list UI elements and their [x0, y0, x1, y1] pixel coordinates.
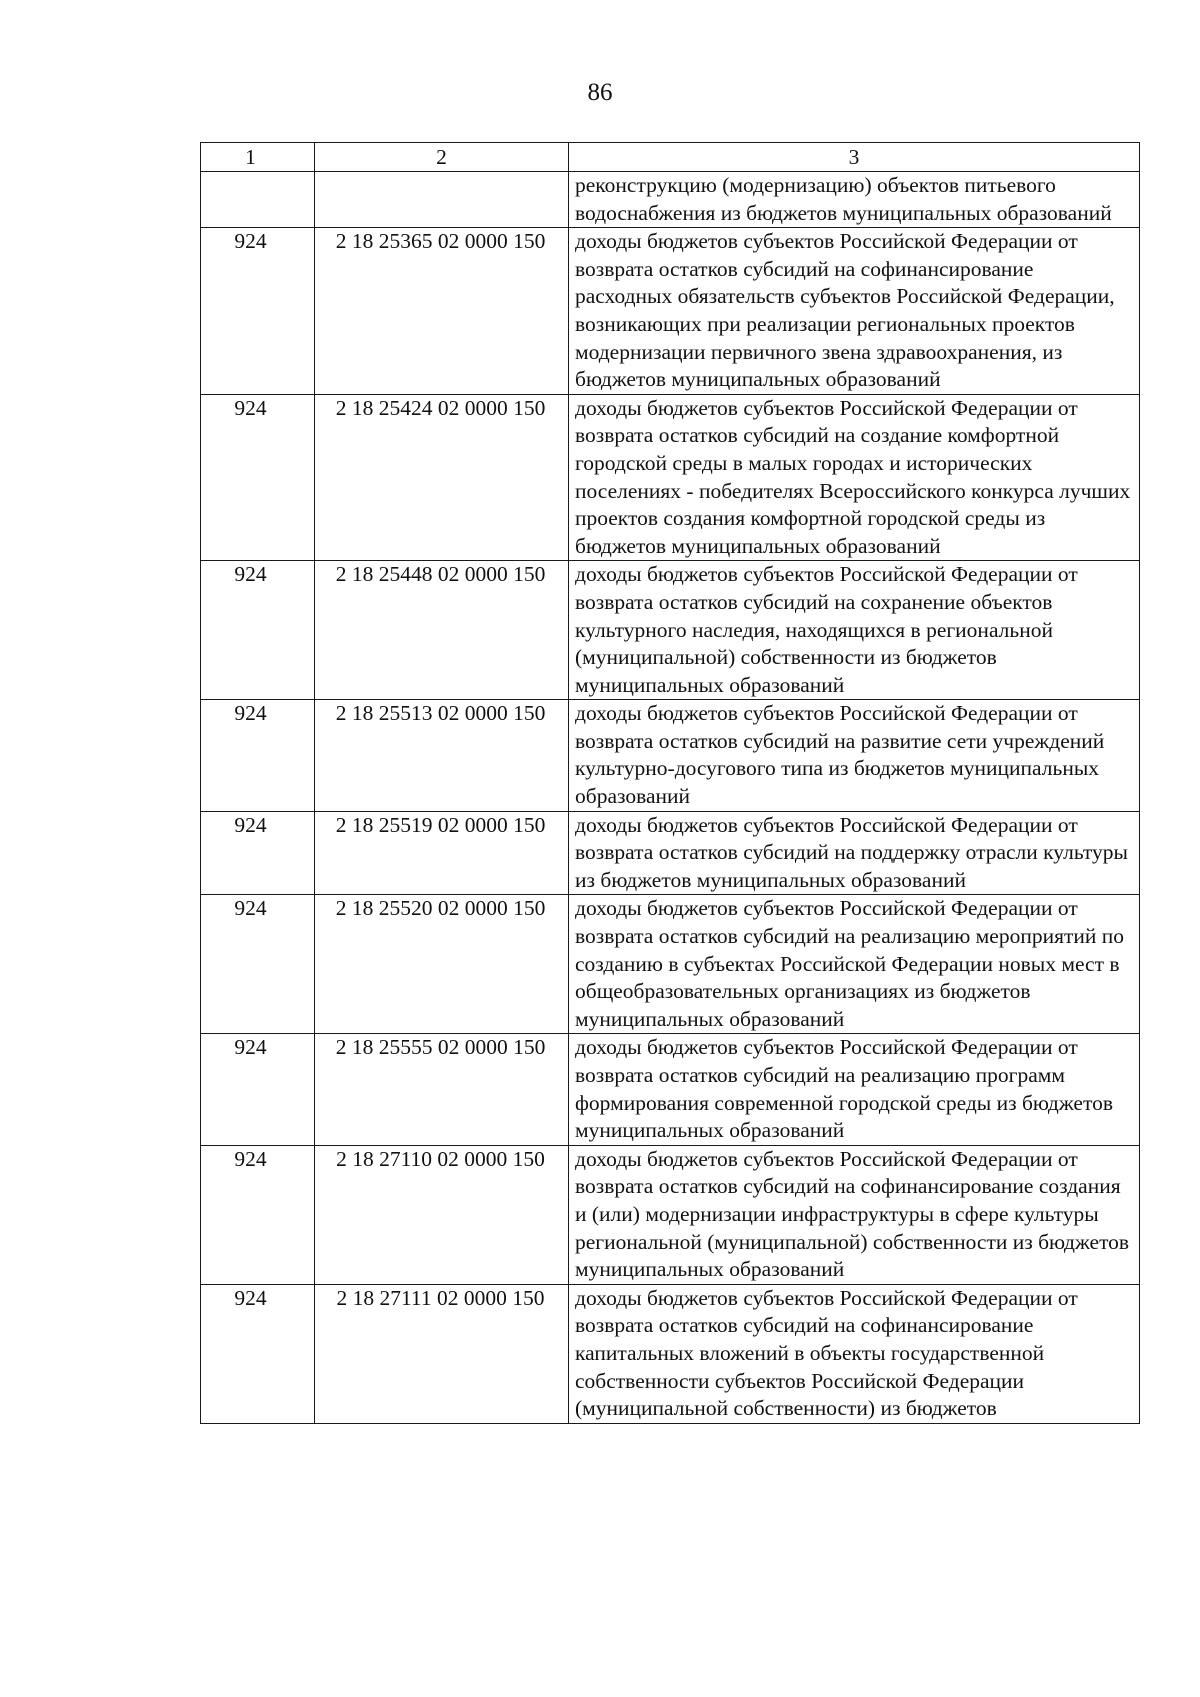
- description-cell: доходы бюджетов субъектов Российской Федерации от возврата остатков субсидий на создание комфортной городской среды в малых городах и исторических поселениях - победителях Всероссийского конкурса лучших проектов создания комфортной городской среды из бюджетов муниципальных образований: [569, 394, 1140, 561]
- table-row: [201, 228, 1140, 395]
- table-row: [201, 811, 1140, 895]
- column-header-2: 2: [315, 143, 569, 172]
- table-row: [201, 700, 1140, 811]
- budget-code-cell: 2 18 27110 02 0000 150: [315, 1145, 569, 1284]
- revenue-codes-table: [200, 142, 1140, 1424]
- column-header-1: 1: [201, 143, 315, 172]
- budget-code-cell: 2 18 25365 02 0000 150: [315, 228, 569, 395]
- budget-code-cell: 2 18 25424 02 0000 150: [315, 394, 569, 561]
- admin-code-cell: 924: [201, 1145, 315, 1284]
- admin-code-cell: [201, 172, 315, 228]
- admin-code-cell: 924: [201, 811, 315, 895]
- description-cell: доходы бюджетов субъектов Российской Федерации от возврата остатков субсидий на софинансирование капитальных вложений в объекты государственной собственности субъектов Российской Федерации (муниципальной собственности) из бюджетов: [569, 1284, 1140, 1423]
- admin-code-cell: 924: [201, 228, 315, 395]
- table-row: [201, 561, 1140, 700]
- description-cell: доходы бюджетов субъектов Российской Федерации от возврата остатков субсидий на софинансирование расходных обязательств субъектов Российской Федерации, возникающих при реализации региональных проектов модернизации первичного звена здравоохранения, из бюджетов муниципальных образований: [569, 228, 1140, 395]
- budget-code-cell: 2 18 27111 02 0000 150: [315, 1284, 569, 1423]
- budget-code-cell: 2 18 25448 02 0000 150: [315, 561, 569, 700]
- table-row: [201, 1284, 1140, 1423]
- table-row: [201, 172, 1140, 228]
- budget-code-cell: 2 18 25555 02 0000 150: [315, 1034, 569, 1145]
- table-row: [201, 1145, 1140, 1284]
- admin-code-cell: 924: [201, 895, 315, 1034]
- description-cell: доходы бюджетов субъектов Российской Федерации от возврата остатков субсидий на реализацию программ формирования современной городской среды из бюджетов муниципальных образований: [569, 1034, 1140, 1145]
- admin-code-cell: 924: [201, 700, 315, 811]
- budget-code-cell: 2 18 25519 02 0000 150: [315, 811, 569, 895]
- admin-code-cell: 924: [201, 1034, 315, 1145]
- budget-code-cell: [315, 172, 569, 228]
- description-cell: доходы бюджетов субъектов Российской Федерации от возврата остатков субсидий на развитие сети учреждений культурно-досугового типа из бюджетов муниципальных образований: [569, 700, 1140, 811]
- admin-code-cell: 924: [201, 394, 315, 561]
- column-header-3: 3: [569, 143, 1140, 172]
- table-row: [201, 1034, 1140, 1145]
- table-row: [201, 895, 1140, 1034]
- table-row: [201, 394, 1140, 561]
- table-header-row: [201, 143, 1140, 172]
- page-number: 86: [587, 79, 613, 106]
- description-cell: доходы бюджетов субъектов Российской Федерации от возврата остатков субсидий на поддержку отрасли культуры из бюджетов муниципальных образований: [569, 811, 1140, 895]
- admin-code-cell: 924: [201, 1284, 315, 1423]
- budget-code-cell: 2 18 25513 02 0000 150: [315, 700, 569, 811]
- description-cell: доходы бюджетов субъектов Российской Федерации от возврата остатков субсидий на софинансирование создания и (или) модернизации инфраструктуры в сфере культуры региональной (муниципальной) собственности из бюджетов муниципальных образований: [569, 1145, 1140, 1284]
- description-cell: доходы бюджетов субъектов Российской Федерации от возврата остатков субсидий на сохранение объектов культурного наследия, находящихся в региональной (муниципальной) собственности из бюджетов муниципальных образований: [569, 561, 1140, 700]
- admin-code-cell: 924: [201, 561, 315, 700]
- budget-code-cell: 2 18 25520 02 0000 150: [315, 895, 569, 1034]
- description-cell: реконструкцию (модернизацию) объектов питьевого водоснабжения из бюджетов муниципальных образований: [569, 172, 1140, 228]
- description-cell: доходы бюджетов субъектов Российской Федерации от возврата остатков субсидий на реализацию мероприятий по созданию в субъектах Российской Федерации новых мест в общеобразовательных организациях из бюджетов муниципальных образований: [569, 895, 1140, 1034]
